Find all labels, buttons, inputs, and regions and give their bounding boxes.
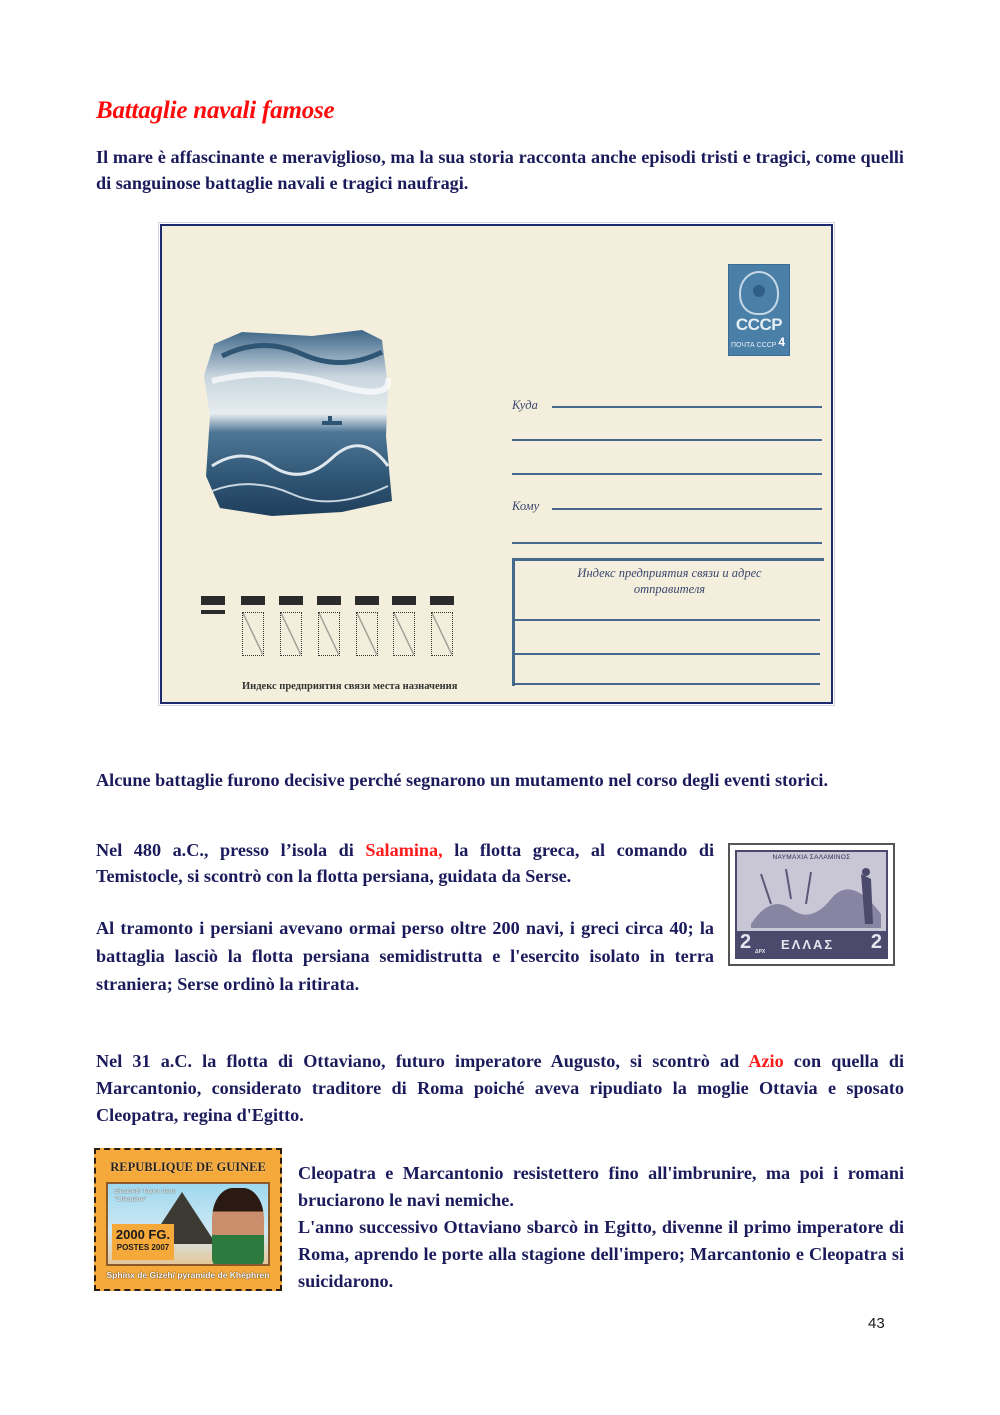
page-title: Battaglie navali famose <box>96 97 335 124</box>
greek-stamp-band <box>737 931 886 957</box>
indicia-country: СССР <box>735 315 783 334</box>
guinea-stamp-country: REPUBLIQUE DE GUINEE <box>110 1160 266 1174</box>
salamina-paragraph-2: Al tramonto i persiani avevano ormai perso oltre 200 navi, i greci circa 40; la battaglia lasciò la flotta persiana semidistrutta e l'esercito isolato in terra straniera; Serse ordinò la ritirata. <box>96 918 714 994</box>
zip-marker-bar <box>201 610 225 614</box>
salamina-paragraph-1 <box>96 837 714 889</box>
guinea-subject-line-2: "Cléopâtre" <box>114 1196 147 1203</box>
greek-stamp-country: ΕΛΛΑΣ <box>781 937 835 952</box>
azio-highlight: Azio <box>748 1051 784 1071</box>
zip-caption: Индекс предприятия связи места назначения <box>242 681 458 692</box>
greek-stamp-caption: ΝΑΥΜΑΧΙΑ ΣΑΛΑΜΙΝΟΣ <box>772 854 851 861</box>
greek-stamp-value-right: 2 <box>870 931 882 953</box>
soviet-envelope-image <box>160 224 833 704</box>
greek-salamina-stamp <box>728 843 895 966</box>
naval-battle-illustration <box>741 864 887 928</box>
label-kuda: Куда <box>512 398 538 412</box>
zip-digit-box <box>242 612 264 656</box>
sender-address-box <box>512 558 824 686</box>
salamina-highlight: Salamina, <box>365 840 443 860</box>
sender-line <box>515 653 820 655</box>
greek-stamp-value-left: 2 <box>740 931 752 953</box>
guinea-stamp-value-box <box>112 1224 174 1260</box>
zip-marker-bar <box>279 596 303 605</box>
intro-paragraph: Il mare è affascinante e meraviglioso, ma la sua storia racconta anche episodi tristi e tragici, come quelli di sanguinose battaglie navali e tragici naufragi. <box>96 147 904 193</box>
sender-line <box>515 619 820 621</box>
salamina-text: la flotta greca, al comando di Temistocle, si scontrò con la flotta persiana, guidata da Serse. <box>96 840 714 886</box>
azio-paragraph-1 <box>96 1048 904 1129</box>
address-line <box>552 406 822 408</box>
zip-marker-bar <box>355 596 379 605</box>
address-line <box>512 473 822 475</box>
label-komu: Кому <box>512 499 540 513</box>
zip-marker-bar <box>241 596 265 605</box>
azio-paragraph-3: L'anno successivo Ottaviano sbarcò in Egitto, divenne il primo imperatore di Roma, aprendo le porte alla stagione dell'impero; Marcantonio e Cleopatra si suicidarono. <box>298 1217 904 1291</box>
address-line <box>552 508 822 510</box>
guinea-stamp-subject <box>114 1188 176 1204</box>
guinea-stamp-year: POSTES 2007 <box>116 1243 170 1252</box>
guinea-stamp-picture <box>106 1182 270 1266</box>
zip-digit-box <box>431 612 453 656</box>
azio-paragraph-2: Cleopatra e Marcantonio resistettero fino all'imbrunire, ma poi i romani bruciarono le navi nemiche. <box>298 1163 904 1210</box>
zip-marker-bar <box>201 596 225 605</box>
guinea-cleopatra-stamp <box>94 1148 282 1291</box>
azio-text: con quella di Marcantonio, considerato traditore di Roma poiché aveva ripudiato la moglie Ottavia e sposato Cleopatra, regina d'Egitto. <box>96 1051 904 1125</box>
page-number: 43 <box>868 1315 885 1332</box>
decisive-paragraph: Alcune battaglie furono decisive perché segnarono un mutamento nel corso degli eventi storici. <box>96 770 828 790</box>
indicia-bottom <box>731 335 787 352</box>
zip-digit-box <box>318 612 340 656</box>
zip-marker-bar <box>392 596 416 605</box>
azio-text: Nel 31 a.C. la flotta di Ottaviano, futuro imperatore Augusto, si scontrò ad <box>96 1051 749 1071</box>
guinea-stamp-caption: Sphinx de Gizeh/ pyramide de Khéphren <box>106 1270 270 1280</box>
zip-digit-box <box>356 612 378 656</box>
postage-indicia <box>728 264 790 356</box>
zip-marker-bar <box>430 596 454 605</box>
greek-stamp-currency: ΔΡΧ <box>755 949 766 955</box>
zip-digit-box <box>280 612 302 656</box>
stormy-sea-illustration <box>202 326 397 521</box>
salamina-text: Nel 480 a.C., presso l’isola di <box>96 840 366 860</box>
address-line <box>512 542 822 544</box>
indicia-value: 4 <box>778 335 785 349</box>
guinea-stamp-value: 2000 FG. <box>115 1227 171 1242</box>
zip-digit-box <box>393 612 415 656</box>
address-line <box>512 439 822 441</box>
ussr-emblem-icon <box>739 271 779 315</box>
guinea-subject-line-1: Elizabeth Taylor dans <box>114 1188 176 1195</box>
sender-box-title: Индекс предприятия связи и адрес отправителя <box>577 566 762 596</box>
sender-line <box>515 683 820 685</box>
zip-marker-bar <box>317 596 341 605</box>
cleopatra-illustration <box>212 1188 264 1266</box>
indicia-postal-text: ПОЧТА СССР <box>731 342 777 349</box>
